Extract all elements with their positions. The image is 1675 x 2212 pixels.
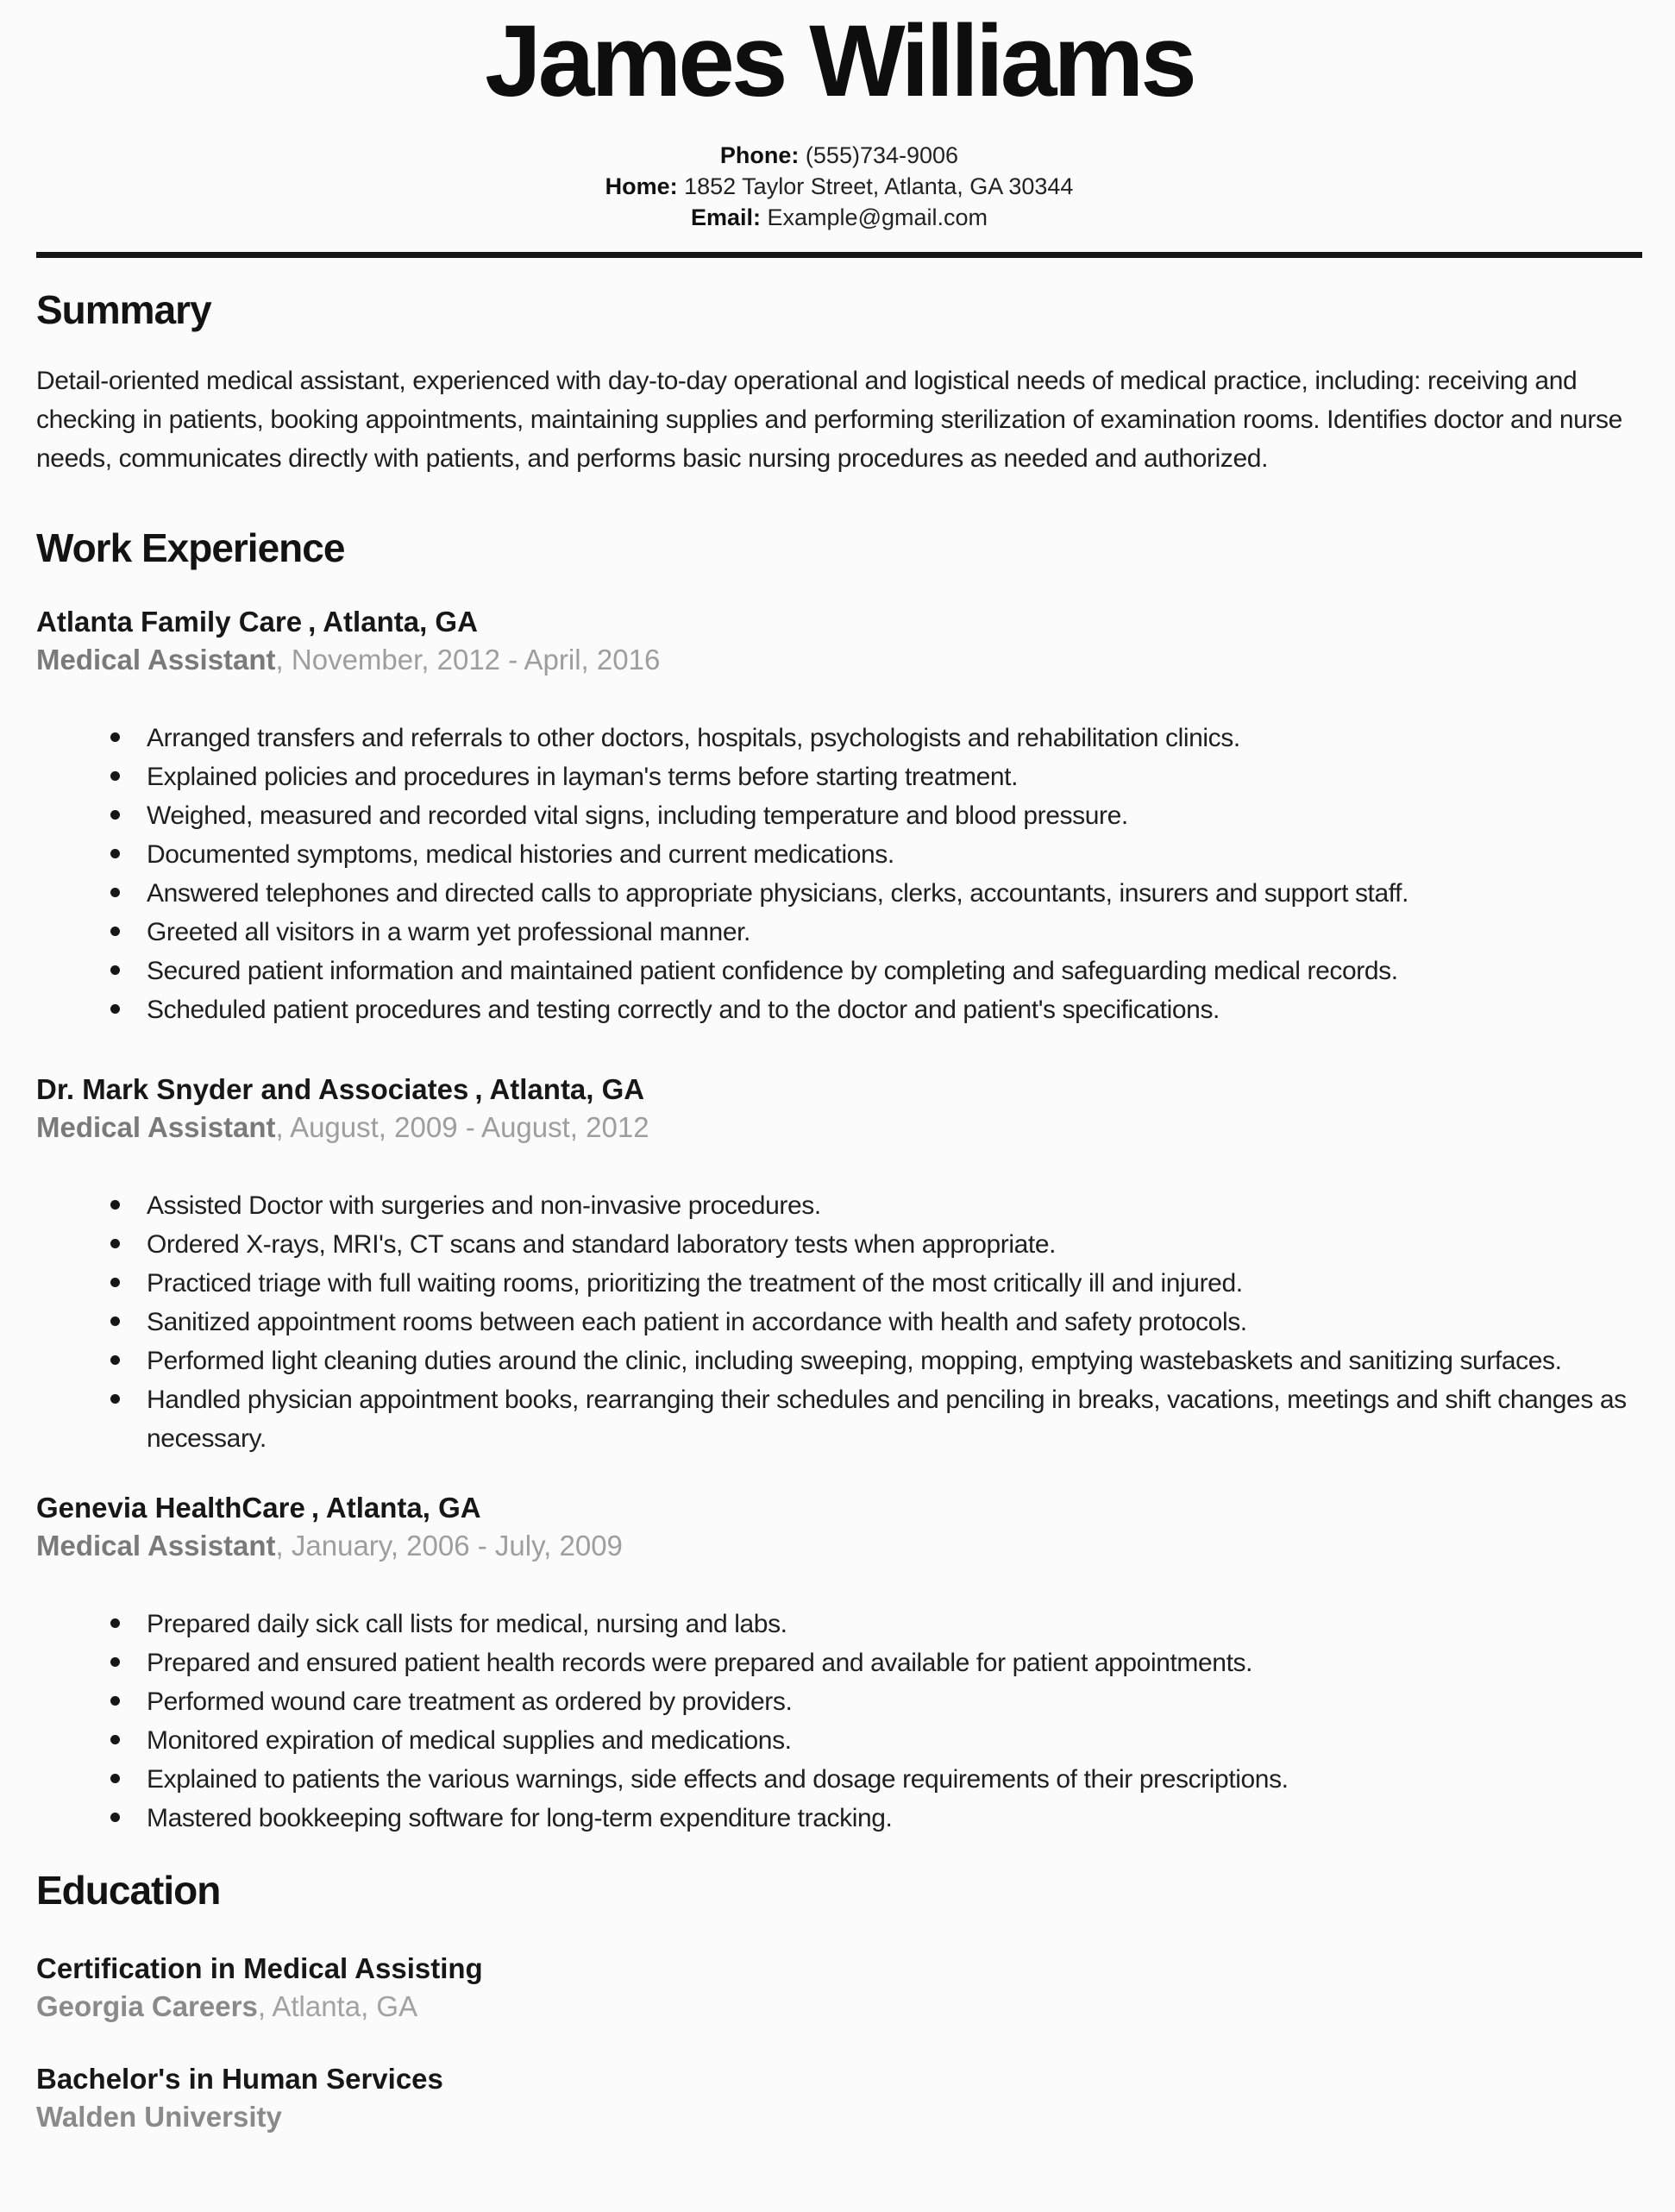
school-line xyxy=(36,1988,1642,2026)
bullet-item: Explained to patients the various warnings, side effects and dosage requirements of their prescriptions. xyxy=(36,1760,1642,1799)
degree-name: Certification in Medical Assisting xyxy=(36,1951,483,1984)
bullet-item: Assisted Doctor with surgeries and non-invasive procedures. xyxy=(36,1186,1642,1225)
job-meta-line xyxy=(36,1527,1642,1565)
company-location: , Atlanta, GA xyxy=(308,606,478,638)
email-label: Email: xyxy=(690,204,762,230)
job-bullet-list xyxy=(36,1186,1642,1458)
bullet-item: Answered telephones and directed calls to appropriate physicians, clerks, accountants, insurers and support staff. xyxy=(36,874,1642,913)
summary-section xyxy=(36,286,1642,478)
phone-label: Phone: xyxy=(719,141,800,168)
company-location: , Atlanta, GA xyxy=(311,1492,481,1524)
bullet-item: Handled physician appointment books, rearranging their schedules and penciling in breaks, vacations, meetings and shift changes as necessary. xyxy=(36,1380,1642,1458)
education-entry-certification xyxy=(36,1950,1642,2026)
work-experience-heading: Work Experience xyxy=(36,525,345,570)
job-meta-line xyxy=(36,1109,1642,1147)
contact-phone-line xyxy=(36,140,1642,171)
job-dates: , November, 2012 - April, 2016 xyxy=(275,644,661,676)
job-company-line xyxy=(36,603,1642,641)
bullet-item: Prepared daily sick call lists for medical, nursing and labs. xyxy=(36,1605,1642,1643)
job-entry-dr-mark-snyder xyxy=(36,1071,1642,1458)
home-label: Home: xyxy=(605,173,678,199)
bullet-item: Monitored expiration of medical supplies and medications. xyxy=(36,1721,1642,1760)
job-meta-line xyxy=(36,641,1642,679)
phone-value: (555)734-9006 xyxy=(799,141,959,168)
contact-home-line xyxy=(36,171,1642,202)
education-entry-bachelors xyxy=(36,2060,1642,2136)
job-dates: , January, 2006 - July, 2009 xyxy=(275,1530,623,1562)
bullet-item: Scheduled patient procedures and testing correctly and to the doctor and patient's specifications. xyxy=(36,990,1642,1029)
job-company-line xyxy=(36,1071,1642,1109)
bullet-item: Documented symptoms, medical histories and current medications. xyxy=(36,835,1642,874)
resume-page xyxy=(0,3,1675,2136)
bullet-item: Arranged transfers and referrals to other doctors, hospitals, psychologists and rehabilitation clinics. xyxy=(36,719,1642,757)
education-heading: Education xyxy=(36,1868,221,1914)
contact-email-line xyxy=(36,202,1642,233)
job-bullet-list xyxy=(36,1605,1642,1838)
bullet-item: Performed light cleaning duties around the clinic, including sweeping, mopping, emptying wastebaskets and sanitizing surfaces. xyxy=(36,1342,1642,1380)
bullet-item: Secured patient information and maintained patient confidence by completing and safeguarding medical records. xyxy=(36,952,1642,990)
job-title: Medical Assistant xyxy=(36,644,276,676)
email-value: Example@gmail.com xyxy=(761,204,988,230)
bullet-item: Explained policies and procedures in layman's terms before starting treatment. xyxy=(36,757,1642,796)
work-experience-section xyxy=(36,527,1642,1838)
bullet-item: Weighed, measured and recorded vital signs, including temperature and blood pressure. xyxy=(36,796,1642,835)
job-title: Medical Assistant xyxy=(36,1530,276,1562)
header-divider xyxy=(36,252,1642,258)
education-section xyxy=(36,1870,1642,2135)
contact-block xyxy=(36,140,1642,233)
bullet-item: Practiced triage with full waiting rooms, prioritizing the treatment of the most critically ill and injured. xyxy=(36,1264,1642,1303)
home-value: 1852 Taylor Street, Atlanta, GA 30344 xyxy=(677,173,1074,199)
summary-text: Detail-oriented medical assistant, experienced with day-to-day operational and logistical needs of medical practice, including: receiving and checking in patients, booking appointments, maintaining supplies and performing sterilization of examination rooms. Identifies doctor and nurse needs, communicates directly with patients, and performs basic nursing procedures as needed and authorized. xyxy=(36,366,1622,473)
school-name: Walden University xyxy=(36,2100,282,2133)
job-entry-atlanta-family-care xyxy=(36,603,1642,1029)
company-name: Atlanta Family Care xyxy=(36,606,303,638)
degree-name: Bachelor's in Human Services xyxy=(36,2062,443,2095)
resume-header xyxy=(36,3,1642,233)
job-entry-genevia-healthcare xyxy=(36,1489,1642,1838)
company-location: , Atlanta, GA xyxy=(474,1073,645,1106)
job-dates: , August, 2009 - August, 2012 xyxy=(275,1111,649,1144)
bullet-item: Greeted all visitors in a warm yet professional manner. xyxy=(36,913,1642,952)
bullet-item: Performed wound care treatment as ordered by providers. xyxy=(36,1682,1642,1721)
bullet-item: Prepared and ensured patient health records were prepared and available for patient appointments. xyxy=(36,1643,1642,1682)
school-location: , Atlanta, GA xyxy=(257,1989,418,2022)
company-name: Dr. Mark Snyder and Associates xyxy=(36,1073,469,1106)
school-line xyxy=(36,2098,1642,2136)
bullet-item: Ordered X-rays, MRI's, CT scans and standard laboratory tests when appropriate. xyxy=(36,1225,1642,1264)
bullet-item: Sanitized appointment rooms between each patient in accordance with health and safety protocols. xyxy=(36,1303,1642,1342)
candidate-name: James Williams xyxy=(485,4,1194,118)
school-name: Georgia Careers xyxy=(36,1989,258,2022)
summary-heading: Summary xyxy=(36,286,211,332)
bullet-item: Mastered bookkeeping software for long-term expenditure tracking. xyxy=(36,1799,1642,1838)
company-name: Genevia HealthCare xyxy=(36,1492,305,1524)
job-title: Medical Assistant xyxy=(36,1111,276,1144)
job-company-line xyxy=(36,1489,1642,1527)
job-bullet-list xyxy=(36,719,1642,1029)
